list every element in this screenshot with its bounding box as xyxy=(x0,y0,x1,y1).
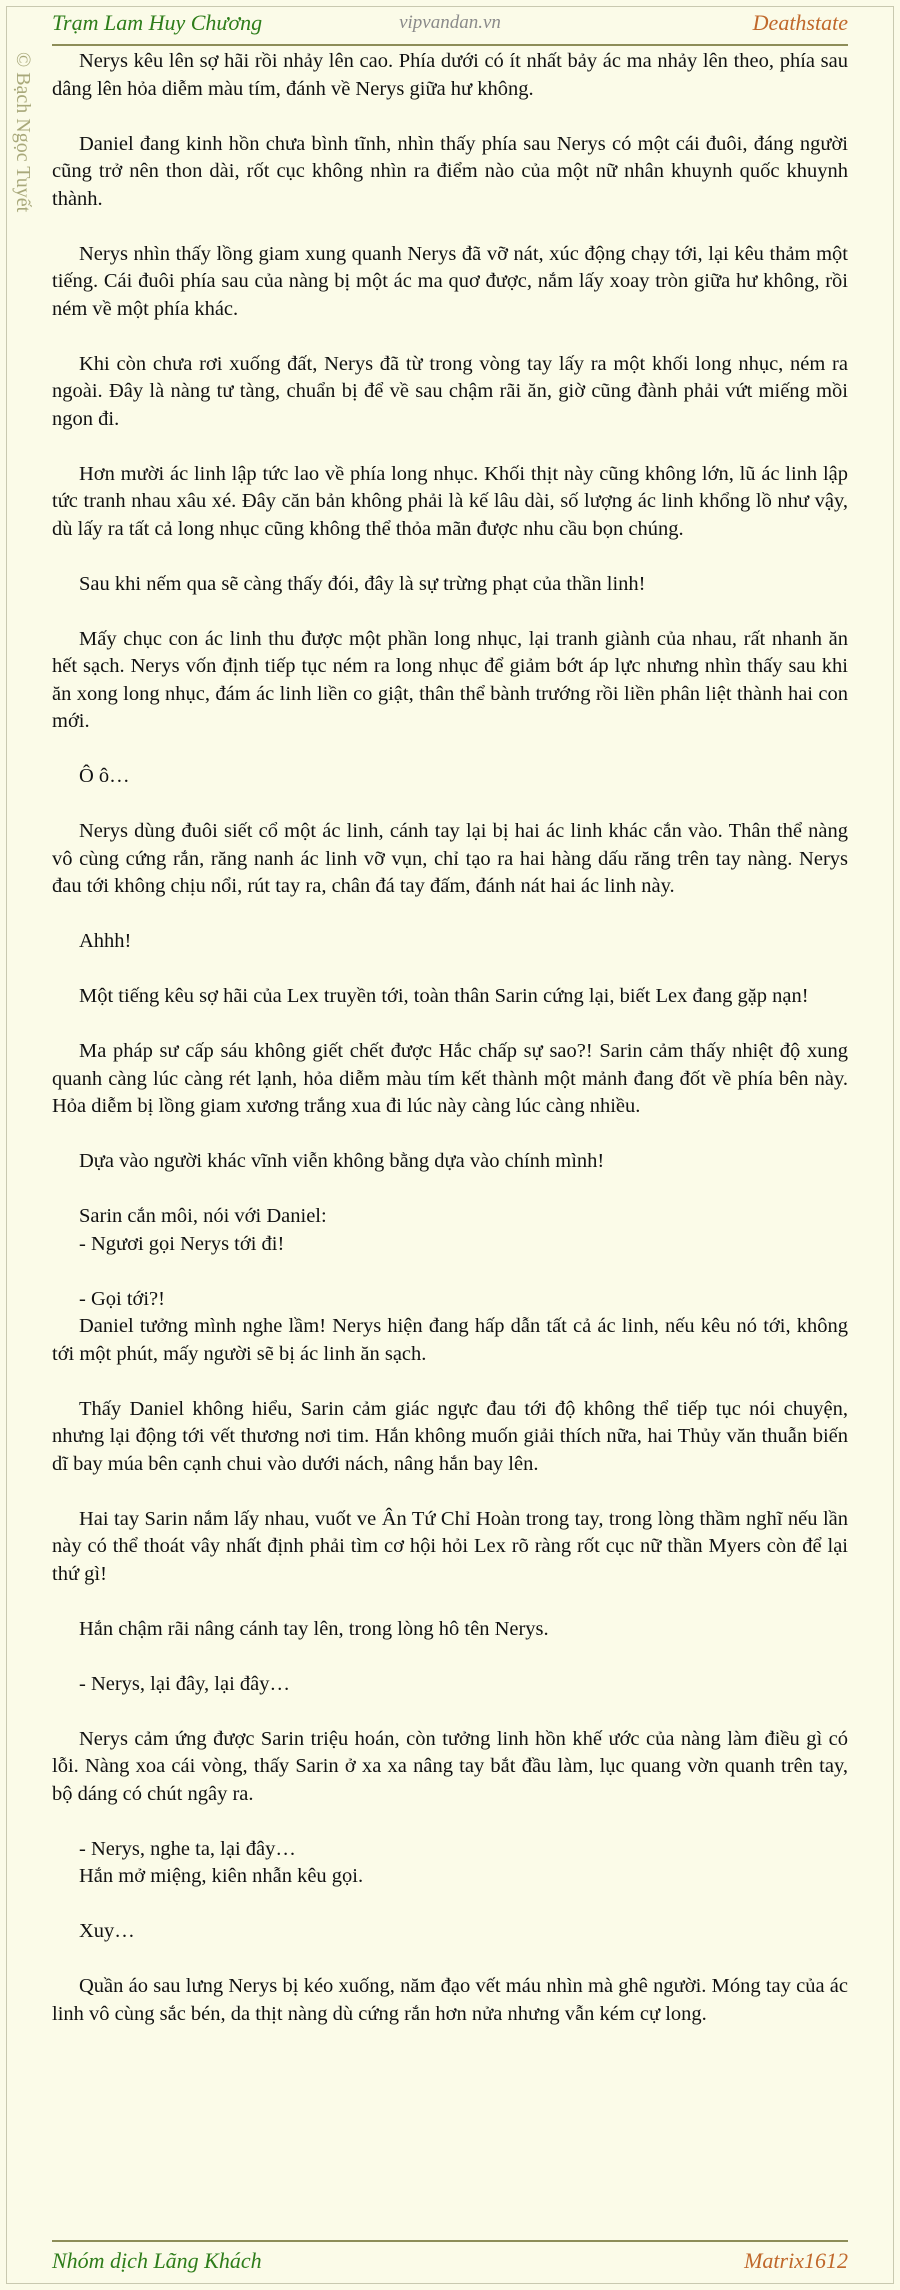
dialogue-line: - Gọi tới?! xyxy=(79,1287,165,1310)
paragraph: Hắn chậm rãi nâng cánh tay lên, trong lòng hô tên Nerys. xyxy=(79,1617,549,1640)
paragraph: Nerys dùng đuôi siết cổ một ác linh, cánh tay lại bị hai ác linh khác cắn vào. Thân thể nàng vô cùng cứng rắn, răng nanh ác linh vỡ vụn, chỉ tạo ra hai hàng dấu răng trên tay nàng. Nerys đau tới không chịu nổi, rút tay ra, chân đá tay đấm, đánh nát hai ác linh này. xyxy=(52,820,848,897)
copyright-watermark-text: © Bạch Ngọc Tuyết xyxy=(12,52,34,213)
paragraph: Khi còn chưa rơi xuống đất, Nerys đã từ trong vòng tay lấy ra một khối long nhục, ném ra ngoài. Đây là nàng tư tàng, chuẩn bị để về sau chậm rãi ăn, giờ cũng đành phải vứt miếng mồi ngon đi. xyxy=(52,352,848,430)
paragraph: Xuy… xyxy=(79,1920,135,1942)
paragraph: Thấy Daniel không hiểu, Sarin cảm giác ngực đau tới độ không thể tiếp tục nói chuyện, nhưng lại động tới vết thương nơi tim. Hắn không muốn giải thích nữa, hai Thủy văn thuẫn biến dĩ bay múa bên cạnh chui vào dưới nách, nâng hắn bay lên. xyxy=(52,1397,848,1475)
chapter-content xyxy=(52,48,848,2056)
paragraph: Nerys kêu lên sợ hãi rồi nhảy lên cao. Phía dưới có ít nhất bảy ác ma nhảy lên theo, phía sau dâng lên hỏa diễm màu tím, đánh về Nerys giữa hư không. xyxy=(52,50,848,100)
paragraph: Dựa vào người khác vĩnh viễn không bằng dựa vào chính mình! xyxy=(79,1150,605,1172)
dialogue-line: - Ngươi gọi Nerys tới đi! xyxy=(79,1232,285,1255)
header-book-title: Deathstate xyxy=(752,10,848,35)
copyright-watermark xyxy=(12,52,36,262)
paragraph: Một tiếng kêu sợ hãi của Lex truyền tới, toàn thân Sarin cứng lại, biết Lex đang gặp nạn! xyxy=(79,985,809,1007)
page-footer xyxy=(52,2240,848,2282)
paragraph: Ô ô… xyxy=(79,765,130,787)
page-header xyxy=(52,8,848,46)
header-url[interactable]: vipvandan.vn xyxy=(399,12,501,33)
paragraph: Daniel đang kinh hồn chưa bình tĩnh, nhìn thấy phía sau Nerys có một cái đuôi, đáng người cũng trở nên thon dài, rốt cục không nhìn ra điểm nào của một nữ nhân khuynh quốc khuynh thành. xyxy=(52,132,848,210)
paragraph: Hơn mười ác linh lập tức lao về phía long nhục. Khối thịt này cũng không lớn, lũ ác linh lập tức tranh nhau xâu xé. Đây căn bản không phải là kế lâu dài, số lượng ác linh khổng lồ như vậy, dù lấy ra tất cả long nhục cũng không thể thỏa mãn được nhu cầu bọn chúng. xyxy=(52,462,848,540)
paragraph: Mấy chục con ác linh thu được một phần long nhục, lại tranh giành của nhau, rất nhanh ăn hết sạch. Nerys vốn định tiếp tục ném ra long nhục để giảm bớt áp lực nhưng nhìn thấy sau khi ăn xong long nhục, đám ác linh liền co giật, thân thể bành trướng rồi liền phân liệt thành hai con mới. xyxy=(52,627,848,732)
paragraph: Ahhh! xyxy=(79,930,132,952)
paragraph: Hắn mở miệng, kiên nhẫn kêu gọi. xyxy=(79,1865,364,1887)
paragraph: Sau khi nếm qua sẽ càng thấy đói, đây là sự trừng phạt của thần linh! xyxy=(79,572,646,595)
paragraph: Ma pháp sư cấp sáu không giết chết được Hắc chấp sự sao?! Sarin cảm thấy nhiệt độ xung quanh càng lúc càng rét lạnh, hỏa diễm màu tím kết thành một mảnh đang đốt về phía bên này. Hỏa diễm bị lồng giam xương trắng xua đi lúc này càng lúc càng nhiều. xyxy=(52,1040,848,1117)
paragraph: Hai tay Sarin nắm lấy nhau, vuốt ve Ân Tứ Chỉ Hoàn trong tay, trong lòng thầm nghĩ nếu lần này có thể thoát vây nhất định phải tìm cơ hội hỏi Lex rõ ràng rốt cục nữ thần Myers còn để lại thứ gì! xyxy=(52,1507,848,1585)
dialogue-line: - Nerys, nghe ta, lại đây… xyxy=(79,1837,296,1860)
footer-translator-group: Nhóm dịch Lãng Khách xyxy=(52,2248,262,2273)
paragraph: Nerys nhìn thấy lồng giam xung quanh Nerys đã vỡ nát, xúc động chạy tới, lại kêu thảm một tiếng. Cái đuôi phía sau của nàng bị một ác ma quơ được, nắm lấy xoay tròn giữa hư không, rồi ném về một phía khác. xyxy=(52,242,848,320)
paragraph: Sarin cắn môi, nói với Daniel: xyxy=(79,1205,327,1227)
paragraph: Daniel tưởng mình nghe lầm! Nerys hiện đang hấp dẫn tất cả ác linh, nếu kêu nó tới, không tới một phút, mấy người sẽ bị ác linh ăn sạch. xyxy=(52,1315,848,1365)
header-site-name: Trạm Lam Huy Chương xyxy=(52,10,263,35)
dialogue-line: - Nerys, lại đây, lại đây… xyxy=(79,1672,291,1695)
paragraph: Quần áo sau lưng Nerys bị kéo xuống, năm đạo vết máu nhìn mà ghê người. Móng tay của ác linh vô cùng sắc bén, da thịt nàng dù cứng rắn hơn nửa nhưng vẫn kém cự long. xyxy=(52,1975,848,2025)
footer-uploader: Matrix1612 xyxy=(744,2248,848,2273)
paragraph: Nerys cảm ứng được Sarin triệu hoán, còn tưởng linh hồn khế ước của nàng làm điều gì có lỗi. Nàng xoa cái vòng, thấy Sarin ở xa xa nâng tay bắt đầu làm, lục quang vờn quanh trên tay, bộ dáng có chút ngây ra. xyxy=(52,1727,848,1805)
